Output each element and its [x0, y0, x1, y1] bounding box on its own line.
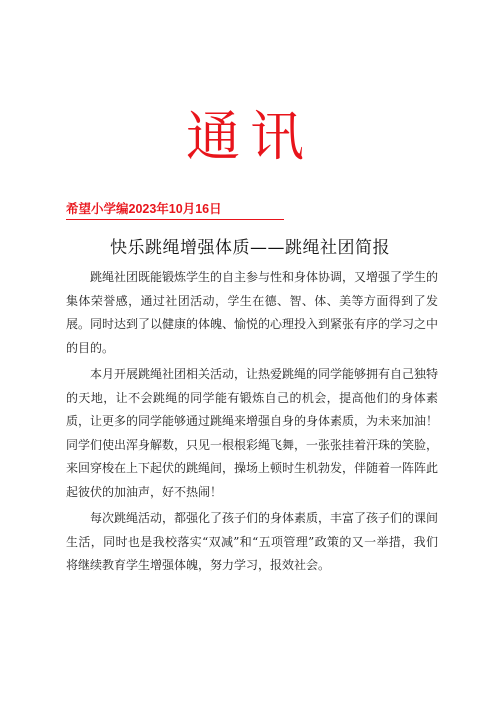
- article-headline: 快乐跳绳增强体质——跳绳社团简报: [110, 238, 390, 258]
- masthead-title: 通讯: [186, 105, 314, 168]
- byline-underline: [66, 219, 284, 220]
- article-paragraph: 本月开展跳绳社团相关活动，让热爱跳绳的同学能够拥有自己独特的天地，让不会跳绳的同学能有锻炼自己的机会，提高他们的身体素质，让更多的同学能够通过跳绳来增强自身的身体素质，为未来加油！同学们使出浑身解数，只见一根根彩绳飞舞，一张张挂着汗珠的笑脸，来回穿梭在上下起伏的跳绳间，操场上顿时生机勃发，伴随着一阵阵此起彼伏的加油声，好不热闹！: [66, 367, 439, 499]
- article-paragraph: 跳绳社团既能锻炼学生的自主参与性和身体协调，又增强了学生的集体荣誉感，通过社团活动，学生在德、智、体、美等方面得到了发展。同时达到了以健康的体魄、愉悦的心理投入到紧张有序的学习之中的目的。: [66, 270, 439, 355]
- article-body: [66, 266, 438, 581]
- byline: 希望小学编2023年10月16日: [66, 202, 222, 216]
- article-paragraph: 每次跳绳活动，都强化了孩子们的身体素质，丰富了孩子们的课间生活，同时也是我校落实“双减”和“五项管理”政策的又一举措，我们将继续教育学生增强体魄，努力学习，报效社会。: [66, 511, 439, 572]
